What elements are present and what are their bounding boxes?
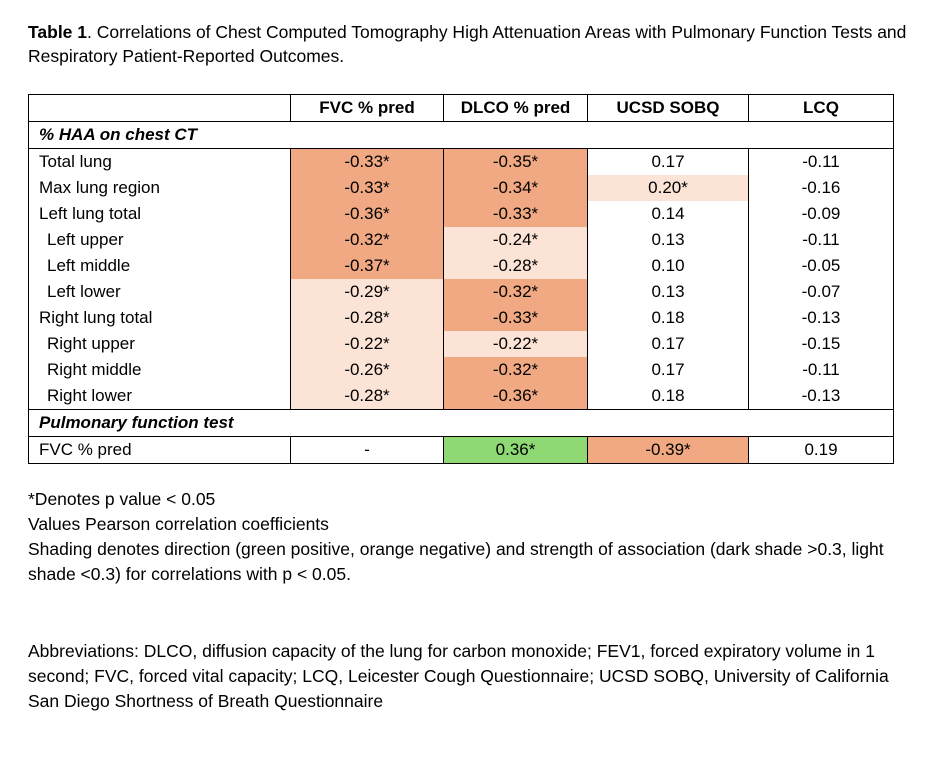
table-body [29, 122, 894, 464]
table-cell: -0.35* [444, 149, 588, 176]
significance-note: *Denotes p value < 0.05 [28, 489, 216, 509]
table-cell: 0.18 [588, 383, 749, 410]
caption-text: . Correlations of Chest Computed Tomography High Attenuation Areas with Pulmonary Function Tests and Respiratory Patient-Reported Outcomes. [28, 22, 907, 66]
table-row [29, 331, 894, 357]
table-cell: -0.33* [444, 201, 588, 227]
table-cell: -0.32* [444, 357, 588, 383]
values-note: Values Pearson correlation coefficients [28, 514, 329, 534]
table-cell: -0.16 [749, 175, 894, 201]
table-cell: -0.07 [749, 279, 894, 305]
table-cell: -0.39* [588, 437, 749, 464]
header-cell: UCSD SOBQ [588, 95, 749, 122]
table-row [29, 201, 894, 227]
header-cell: DLCO % pred [444, 95, 588, 122]
table-cell: -0.28* [291, 305, 444, 331]
table-cell: - [291, 437, 444, 464]
header-cell: LCQ [749, 95, 894, 122]
row-label: Right lung total [29, 305, 291, 331]
table-row [29, 383, 894, 410]
row-label: FVC % pred [29, 437, 291, 464]
table-cell: 0.19 [749, 437, 894, 464]
header-cell: FVC % pred [291, 95, 444, 122]
table-cell: -0.36* [291, 201, 444, 227]
table-cell: -0.22* [444, 331, 588, 357]
table-row [29, 227, 894, 253]
row-label: Right middle [29, 357, 291, 383]
table-cell: -0.33* [444, 305, 588, 331]
row-label: Total lung [29, 149, 291, 176]
correlation-table [28, 94, 894, 464]
table-cell: -0.29* [291, 279, 444, 305]
table-cell: 0.36* [444, 437, 588, 464]
caption-label: Table 1 [28, 22, 88, 42]
table-cell: -0.11 [749, 149, 894, 176]
row-label: Left middle [29, 253, 291, 279]
table-cell: 0.17 [588, 149, 749, 176]
table-cell: -0.34* [444, 175, 588, 201]
row-label: Right lower [29, 383, 291, 410]
table-cell: 0.20* [588, 175, 749, 201]
row-label: Left upper [29, 227, 291, 253]
table-cell: -0.22* [291, 331, 444, 357]
table-row [29, 253, 894, 279]
table-cell: -0.09 [749, 201, 894, 227]
shading-note: Shading denotes direction (green positive, orange negative) and strength of association (dark shade >0.3, light shade <0.3) for correlations with p < 0.05. [28, 539, 884, 584]
section-row [29, 122, 894, 149]
table-caption [28, 20, 908, 68]
table-cell: 0.17 [588, 331, 749, 357]
section-title: Pulmonary function test [29, 410, 894, 437]
table-row [29, 175, 894, 201]
section-title: % HAA on chest CT [29, 122, 894, 149]
section-row [29, 410, 894, 437]
table-cell: -0.26* [291, 357, 444, 383]
table-cell: -0.32* [444, 279, 588, 305]
table-cell: -0.36* [444, 383, 588, 410]
table-cell: -0.28* [291, 383, 444, 410]
notes [28, 487, 918, 587]
row-label: Left lung total [29, 201, 291, 227]
table-row [29, 149, 894, 176]
table-cell: 0.18 [588, 305, 749, 331]
table-cell: -0.32* [291, 227, 444, 253]
table-cell: 0.13 [588, 227, 749, 253]
row-label: Max lung region [29, 175, 291, 201]
table-cell: -0.13 [749, 305, 894, 331]
row-label: Left lower [29, 279, 291, 305]
table-cell: -0.15 [749, 331, 894, 357]
table-cell: -0.13 [749, 383, 894, 410]
table-cell: 0.10 [588, 253, 749, 279]
table-cell: -0.11 [749, 227, 894, 253]
table-row [29, 305, 894, 331]
table-cell: -0.05 [749, 253, 894, 279]
header-cell-blank [29, 95, 291, 122]
table-row [29, 437, 894, 464]
table-cell: -0.11 [749, 357, 894, 383]
table-row [29, 279, 894, 305]
abbreviations-note: Abbreviations: DLCO, diffusion capacity of the lung for carbon monoxide; FEV1, forced expiratory volume in 1 second; FVC, forced vital capacity; LCQ, Leicester Cough Questionnaire; UCSD SOBQ, University of California San Diego Shortness of Breath Questionnaire [28, 641, 889, 711]
row-label: Right upper [29, 331, 291, 357]
table-cell: 0.14 [588, 201, 749, 227]
table-cell: 0.17 [588, 357, 749, 383]
table-cell: -0.28* [444, 253, 588, 279]
table-cell: -0.33* [291, 149, 444, 176]
table-cell: 0.13 [588, 279, 749, 305]
header-row [29, 95, 894, 122]
table-cell: -0.24* [444, 227, 588, 253]
table-cell: -0.37* [291, 253, 444, 279]
table-cell: -0.33* [291, 175, 444, 201]
table-row [29, 357, 894, 383]
